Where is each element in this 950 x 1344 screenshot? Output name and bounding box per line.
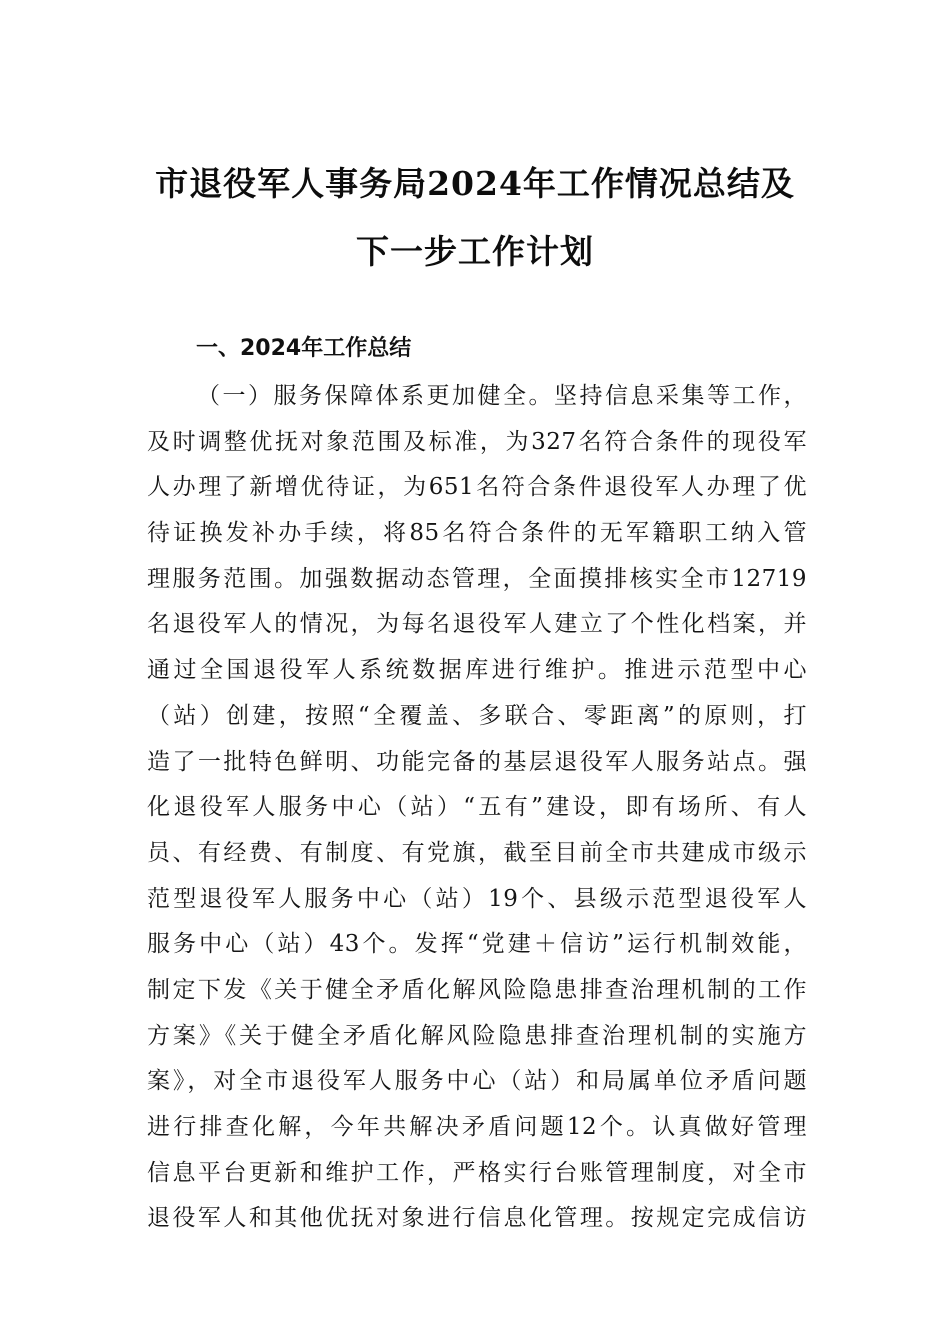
paragraph-line: （站）创建，按照“全覆盖、多联合、零距离”的原则，打 <box>147 702 807 729</box>
paragraph-line: 化退役军人服务中心（站）“五有”建设，即有场所、有人 <box>147 794 807 821</box>
document-title-line-1: 市退役军人事务局2024年工作情况总结及 <box>155 164 795 203</box>
paragraph-line: 及时调整优抚对象范围及标准，为327名符合条件的现役军 <box>147 428 807 455</box>
paragraph-line: 员、有经费、有制度、有党旗，截至目前全市共建成市级示 <box>147 839 807 866</box>
paragraph-line: 通过全国退役军人系统数据库进行维护。推进示范型中心 <box>147 657 807 684</box>
paragraph-line: 待证换发补办手续，将85名符合条件的无军籍职工纳入管 <box>147 520 807 547</box>
paragraph <box>147 374 807 1242</box>
paragraph-line: 理服务范围。加强数据动态管理，全面摸排核实全市12719 <box>147 565 807 592</box>
paragraph-line: 信息平台更新和维护工作，严格实行台账管理制度，对全市 <box>147 1159 807 1186</box>
paragraph-line: 方案》《关于健全矛盾化解风险隐患排查治理机制的实施方 <box>147 1022 807 1049</box>
document-title-line-2: 下一步工作计划 <box>356 232 594 271</box>
paragraph-line: 名退役军人的情况，为每名退役军人建立了个性化档案，并 <box>147 611 807 638</box>
paragraph-line: 案》，对全市退役军人服务中心（站）和局属单位矛盾问题 <box>147 1068 807 1095</box>
paragraph-line: 人办理了新增优待证，为651名符合条件退役军人办理了优 <box>147 474 807 501</box>
paragraph-line: 服务中心（站）43个。发挥“党建＋信访”运行机制效能， <box>147 931 807 958</box>
paragraph-line: 造了一批特色鲜明、功能完备的基层退役军人服务站点。强 <box>147 748 807 775</box>
paragraph-line: 范型退役军人服务中心（站）19个、县级示范型退役军人 <box>147 885 807 912</box>
section-heading: 一、2024年工作总结 <box>196 336 412 361</box>
paragraph-line: （一）服务保障体系更加健全。坚持信息采集等工作， <box>197 383 807 409</box>
paragraph-line: 退役军人和其他优抚对象进行信息化管理。按规定完成信访 <box>147 1205 807 1232</box>
paragraph-line: 制定下发《关于健全矛盾化解风险隐患排查治理机制的工作 <box>147 976 807 1003</box>
paragraph-line: 进行排查化解，今年共解决矛盾问题12个。认真做好管理 <box>147 1114 807 1140</box>
